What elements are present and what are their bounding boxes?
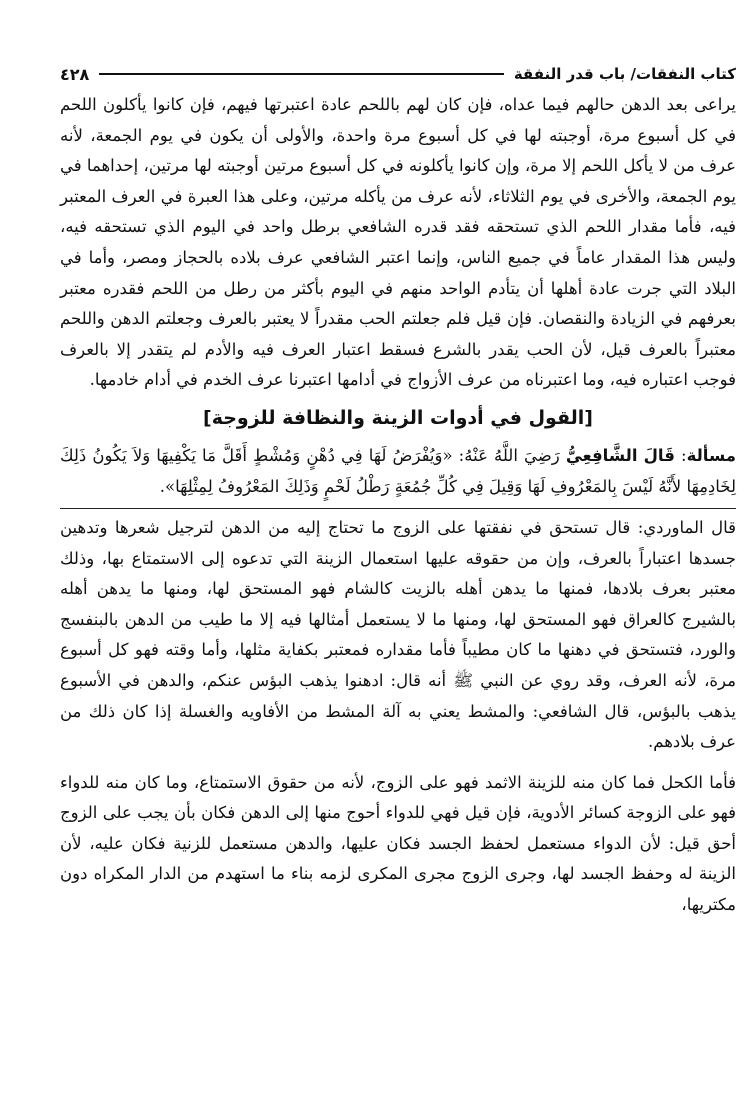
page-number: ٤٢٨	[60, 64, 90, 84]
header-rule	[99, 73, 504, 75]
masala-label: مسألة	[686, 445, 736, 465]
page-header	[60, 58, 736, 90]
paragraph-intro: يراعى بعد الدهن حالهم فيما عداه، فإن كان لهم باللحم عادة اعتبرتها فيهم، فإن كانوا يأكلون اللحم في كل أسبوع مرة، أوجبته لها في كل أسبوع مرة واحدة، والأولى أن يكون في يوم الجمعة، لأنه عرف من لا يأكل اللحم إلا مرة، وإن كانوا يأكلونه في كل أسبوع مرتين أوجبته لها مرتين، إحداهما في يوم الجمعة، والأخرى في يوم الثلاثاء، لأنه عرف من يأكله مرتين، وعلى هذا العبرة في العرف المعتبر فيه، فأما مقدار اللحم الذي تستحقه فقد قدره الشافعي برطل واحد في اليوم الذي تستحقه فيه، وليس هذا المقدار عاماً في جميع الناس، وإنما اعتبر الشافعي عرف بلاده بالحجاز ومصر، وأما في البلاد التي جرت عادة أهلها أن يتأدم الواحد منهم في اليوم بأكثر من رطل من اللحم فقدره معتبر بعرفهم في الزيادة والنقصان. فإن قيل فلم جعلتم الحب مقدراً لا يعتبر بالعرف وجعلتم الدهن واللحم معتبراً بالعرف قيل، لأن الحب يقدر بالشرع فسقط اعتبار العرف فيه والأدم لم يتقدر إلا بالعرف فوجب اعتباره فيه، وما اعتبرناه من عرف الأزواج في أدامها اعتبرنا عرف الخدم في أدام خادمها.	[60, 95, 736, 390]
running-title: كتاب النفقات/ باب قدر النفقة	[513, 65, 736, 83]
paragraph-kohl: فأما الكحل فما كان منه للزينة الاثمد فهو على الزوج، لأنه من حقوق الاستمتاع، وما كان منه للدواء فهو على الزوجة كسائر الأدوية، فإن قيل فهي للدواء أحوج منها إلى الدهن فكان بأن يجب على الزوج أحق قيل: لأن الدواء مستعمل لحفظ الجسد فكان عليها، والدهن مستعمل للزنية فكان عليه، لأن الزينة له وحفظ الجسد لها، وجرى الزوج مجرى المكرى لزمه بناء ما استهدم من الدار المكراه دون مكتريها،	[60, 772, 736, 915]
masala-text: رَضِيَ اللَّهُ عَنْهُ: «وَيُفْرَضُ لَهَا فِي دُهْنٍ وَمُشْطٍ أَقَلَّ مَا يَكْفِيهَا وَلاَ يَكُونُ ذَلِكَ لِخَادِمِهَا لأَنَّهُ لَيْسَ بِالمَعْرُوفِ لَهَا وَقِيلَ فِي كُلِّ جُمُعَةٍ رَطْلُ لَحْمٍ وَذَلِكَ المَعْرُوفُ لِمِثْلِهَا».	[60, 445, 736, 496]
masala-shafii: الشَّافِعِيُّ	[565, 445, 638, 465]
masala-qala: قَالَ	[643, 445, 675, 465]
paragraph-gap	[60, 758, 736, 768]
masala-colon: :	[674, 445, 687, 465]
masala-paragraph	[60, 440, 736, 502]
book-page	[60, 58, 736, 1082]
section-divider	[60, 508, 736, 509]
paragraph-mawardi: قال الماوردي: قال تستحق في نفقتها على الزوج ما تحتاج إليه من الدهن لترجيل شعرها وتدهين جسدها اعتباراً بالعرف، وإن من حقوقه عليها استعمال الزينة التي تدعوه إلى الاستمتاع بها، وذلك معتبر بعرف بلادها، فمنها ما يدهن أهله بالزيت كالشام فهو المستحق لها، ومنها ما يدهن أهله بالشيرج كالعراق فهو المستحق لها، ومنها ما لا يستعمل أمثالها فيه إلا ما طيب من الدهن بالبنفسج والورد، فتستحق في دهنها ما كان مطيباً فأما مقداره فمعتبر بكفاية مثلها، وأما وقته فهو كل أسبوع مرة، لأنه العرف، وقد روي عن النبي ﷺ أنه قال: ادهنوا يذهب البؤس عنكم، والدهن في الأسبوع يذهب بالبؤس، قال الشافعي: والمشط يعني به آلة المشط من الأفاويه والغسلة إذا كان ذلك من عرف بلادهم.	[60, 517, 736, 752]
section-heading: [القول في أدوات الزينة والنظافة للزوجة]	[203, 406, 593, 429]
